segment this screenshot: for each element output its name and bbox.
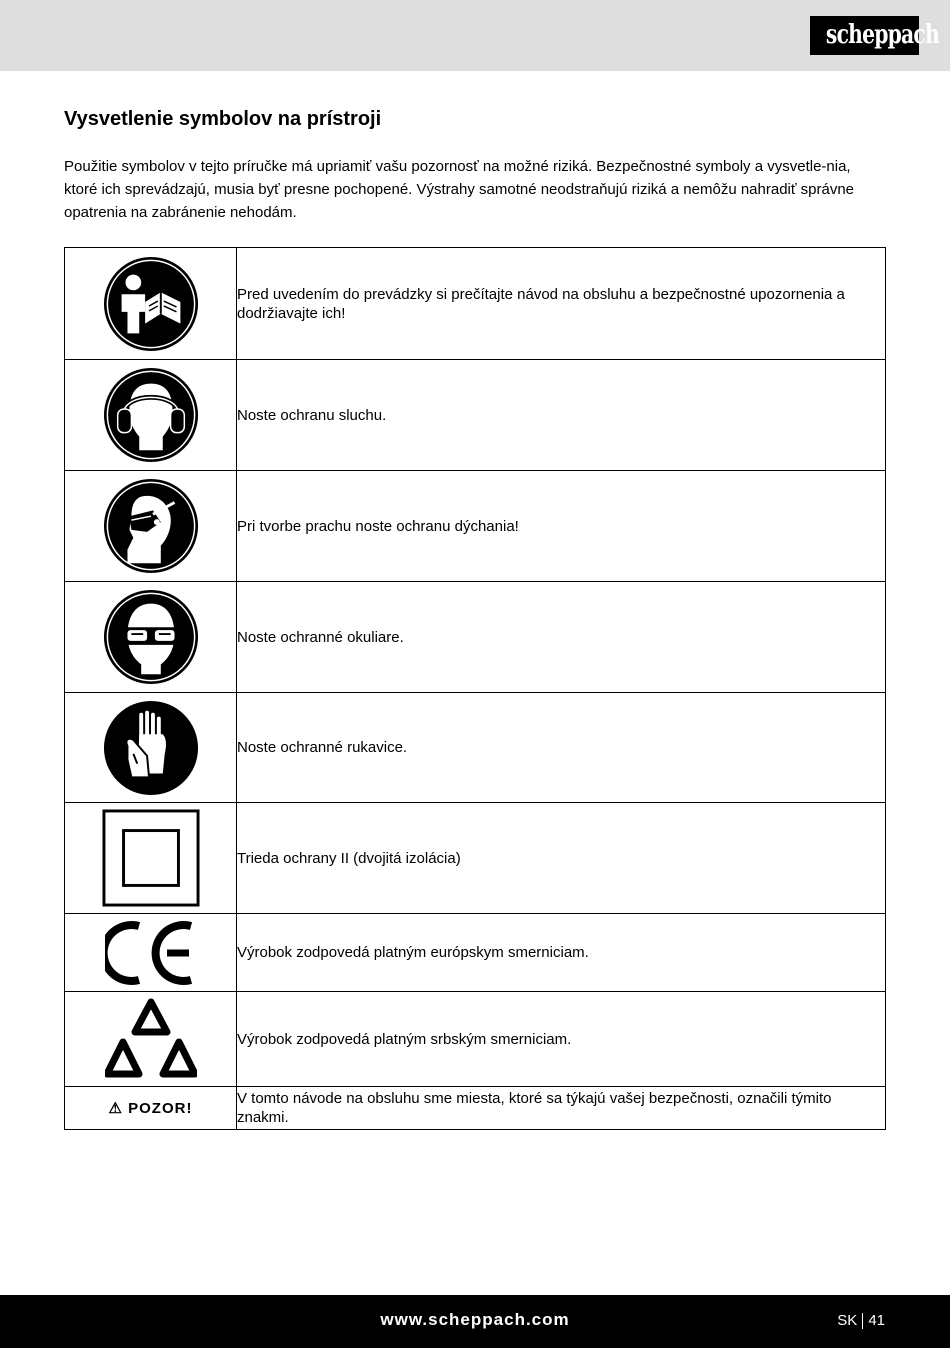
hearing-protection-icon xyxy=(102,366,200,464)
intro-paragraph: Použitie symbolov v tejto príručke má upriamiť vašu pozornosť na možné riziká. Bezpečnostné symboly a vysvetle-nia, ktoré ich sprevádzajú, musia byť presne pochopené. Výstrahy samotné neodstraňujú riziká a nemôžu nahradiť správne opatrenia na zabránenie nehodám. xyxy=(64,158,855,221)
header-bar xyxy=(0,0,950,71)
ce-mark-icon xyxy=(105,920,197,986)
description-text: Noste ochranné rukavice. xyxy=(237,693,886,803)
brand-logo: scheppach xyxy=(810,16,919,55)
table-row xyxy=(65,360,886,471)
icon-cell xyxy=(65,992,237,1087)
divider xyxy=(862,1313,863,1329)
description-text: Výrobok zodpovedá platným srbským smerniciam. xyxy=(237,992,886,1087)
description-text: V tomto návode na obsluhu sme miesta, ktoré sa týkajú vašej bezpečnosti, označili týmito znakmi. xyxy=(237,1087,886,1130)
table-row xyxy=(65,471,886,582)
respiratory-protection-icon xyxy=(102,477,200,575)
section-title: Vysvetlenie symbolov na prístroji xyxy=(64,108,382,130)
protection-class-ii-icon xyxy=(102,809,200,907)
read-manual-icon xyxy=(102,255,200,353)
table-row xyxy=(65,1087,886,1130)
icon-cell xyxy=(65,248,237,360)
icon-cell xyxy=(65,360,237,471)
warning-triangle-icon: ⚠ POZOR! xyxy=(108,1099,193,1117)
table-row xyxy=(65,582,886,693)
serbian-conformity-icon xyxy=(105,998,197,1080)
description-text: Noste ochranu sluchu. xyxy=(237,360,886,471)
eye-protection-icon xyxy=(102,588,200,686)
icon-cell xyxy=(65,1087,237,1130)
footer-bar xyxy=(0,1295,950,1348)
description-text: Výrobok zodpovedá platným európskym smerniciam. xyxy=(237,914,886,992)
description-text: Trieda ochrany II (dvojitá izolácia) xyxy=(237,803,886,914)
symbols-table xyxy=(64,247,886,1130)
table-row xyxy=(65,803,886,914)
page-indicator xyxy=(837,1312,885,1329)
website-url: www.scheppach.com xyxy=(380,1310,570,1329)
description-text: Pri tvorbe prachu noste ochranu dýchania! xyxy=(237,471,886,582)
icon-cell xyxy=(65,582,237,693)
table-row xyxy=(65,693,886,803)
table-row xyxy=(65,914,886,992)
icon-cell xyxy=(65,693,237,803)
table-row xyxy=(65,992,886,1087)
protective-gloves-icon xyxy=(102,699,200,797)
language-code: SK xyxy=(837,1312,858,1329)
icon-cell xyxy=(65,803,237,914)
description-text: Pred uvedením do prevádzky si prečítajte návod na obsluhu a bezpečnostné upozornenia a dodržiavajte ich! xyxy=(237,248,886,360)
icon-cell xyxy=(65,914,237,992)
page-number: 41 xyxy=(868,1312,885,1329)
table-row xyxy=(65,248,886,360)
description-text: Noste ochranné okuliare. xyxy=(237,582,886,693)
icon-cell xyxy=(65,471,237,582)
